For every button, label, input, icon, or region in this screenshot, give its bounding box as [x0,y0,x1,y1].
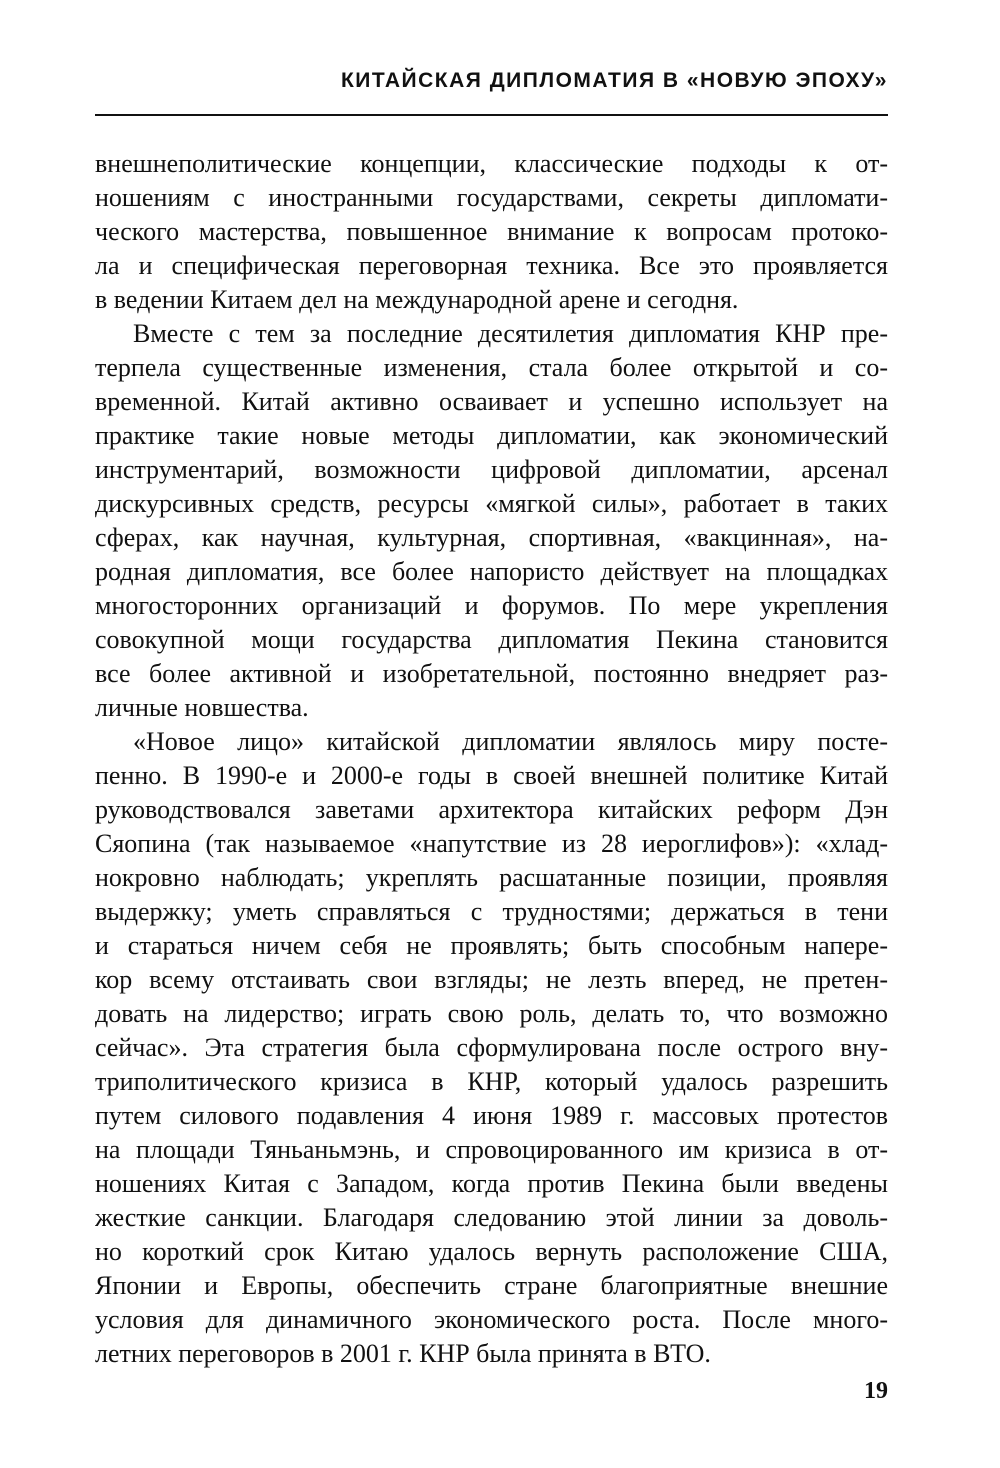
text-line: терпела существенные изменения, стала более открытой и со- [95,353,888,382]
text-line: «Новое лицо» китайской дипломатии являлось миру посте- [133,727,888,756]
header-divider [95,114,888,116]
text-line: но короткий срок Китаю удалось вернуть расположение США, [95,1237,888,1266]
text-line: временной. Китай активно осваивает и успешно использует на [95,387,888,416]
text-line: на площади Тяньаньмэнь, и спровоцированного им кризиса в от- [95,1135,888,1164]
body-text [95,147,888,1371]
text-line: Вместе с тем за последние десятилетия дипломатия КНР пре- [133,319,888,348]
running-header: КИТАЙСКАЯ ДИПЛОМАТИЯ В «НОВУЮ ЭПОХУ» [340,69,888,92]
text-line: сейчас». Эта стратегия была сформулирована после острого вну- [95,1033,888,1062]
text-line: инструментарий, возможности цифровой дипломатии, арсенал [95,455,888,484]
text-line: ношениям с иностранными государствами, секреты дипломати- [95,183,888,212]
text-line: выдержку; уметь справляться с трудностями; держаться в тени [95,897,888,926]
text-line: и стараться ничем себя не проявлять; быть способным напере- [95,931,888,960]
text-line: руководствовался заветами архитектора китайских реформ Дэн [95,795,888,824]
text-line: пенно. В 1990-е и 2000-е годы в своей внешней политике Китай [95,761,888,790]
text-line: жесткие санкции. Благодаря следованию этой линии за доволь- [95,1203,888,1232]
text-line: путем силового подавления 4 июня 1989 г. массовых протестов [95,1101,888,1130]
text-line: Сяопина (так называемое «напутствие из 28 иероглифов»): «хлад- [95,829,888,858]
text-line: совокупной мощи государства дипломатия Пекина становится [95,625,888,654]
text-line: все более активной и изобретательной, постоянно внедряет раз- [95,659,888,688]
text-line: в ведении Китаем дел на международной арене и сегодня. [95,285,739,314]
text-line: ношениях Китая с Западом, когда против Пекина были введены [95,1169,888,1198]
text-line: кор всему отстаивать свои взгляды; не лезть вперед, не претен- [95,965,888,994]
page-number: 19 [864,1378,888,1404]
text-line: родная дипломатия, все более напористо действует на площадках [95,557,888,586]
text-line: многосторонних организаций и форумов. По мере укрепления [95,591,888,620]
text-line: довать на лидерство; играть свою роль, делать то, что возможно [95,999,888,1028]
text-line: Японии и Европы, обеспечить стране благоприятные внешние [95,1271,888,1300]
paragraph-2 [95,317,888,725]
text-line: летних переговоров в 2001 г. КНР была принята в ВТО. [95,1339,711,1368]
text-line: триполитического кризиса в КНР, который удалось разрешить [95,1067,888,1096]
text-line: практике такие новые методы дипломатии, как экономический [95,421,888,450]
paragraph-1 [95,147,888,317]
text-line: ческого мастерства, повышенное внимание к вопросам протоко- [95,217,888,246]
paragraph-3 [95,725,888,1371]
text-line: нокровно наблюдать; укреплять расшатанные позиции, проявляя [95,863,888,892]
text-line: внешнеполитические концепции, классические подходы к от- [95,149,888,178]
text-line: ла и специфическая переговорная техника. Все это проявляется [95,251,888,280]
text-line: личные новшества. [95,693,309,722]
text-line: условия для динамичного экономического роста. После много- [95,1305,888,1334]
text-line: дискурсивных средств, ресурсы «мягкой силы», работает в таких [95,489,888,518]
text-line: сферах, как научная, культурная, спортивная, «вакцинная», на- [95,523,888,552]
